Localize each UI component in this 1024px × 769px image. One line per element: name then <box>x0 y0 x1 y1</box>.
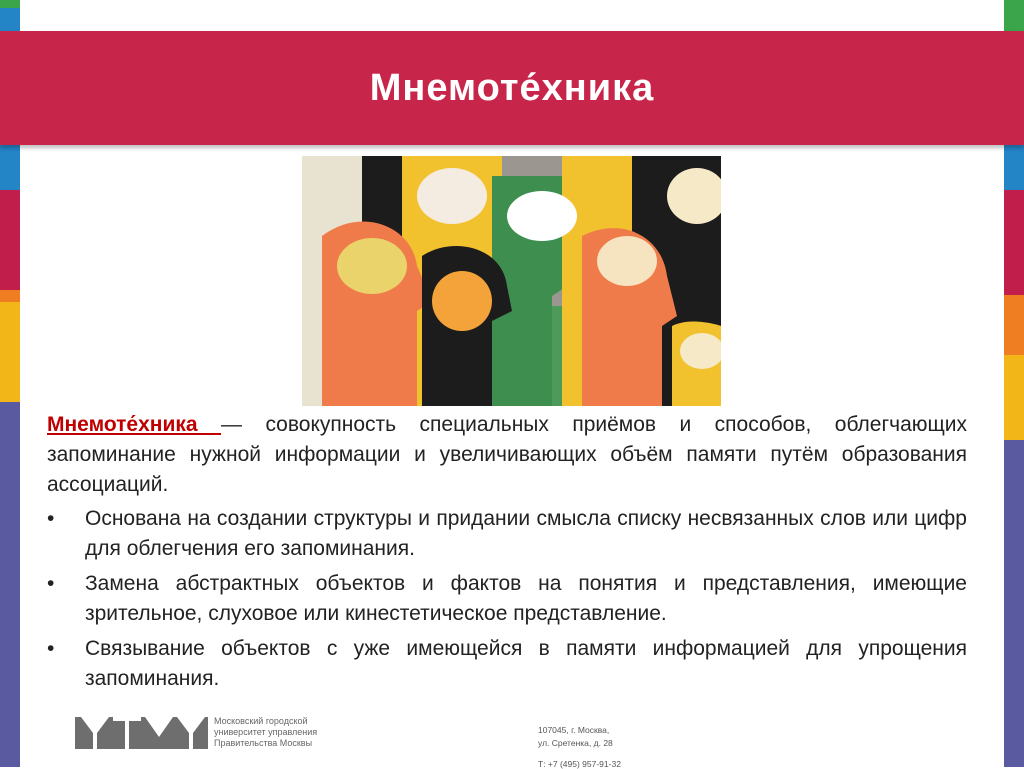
definition-text: — совокупность специальных приёмов и способов, облегчающих запоминание нужной информации и увеличивающих объём памяти путём образования ассоциаций. <box>47 413 968 496</box>
slide-title: Мнемоте́хника <box>369 66 655 109</box>
heads-with-brains-illustration <box>302 156 721 406</box>
definition-paragraph <box>47 410 967 500</box>
footer-phone: Т: +7 (495) 957-91-32 <box>538 759 621 769</box>
left-strip-purple <box>0 402 20 767</box>
address-line: ул. Сретенка, д. 28 <box>538 738 613 748</box>
list-item <box>47 504 967 564</box>
list-item-text: Замена абстрактных объектов и фактов на понятия и представления, имеющие зрительное, слуховое или кинестетическое представление. <box>85 572 967 625</box>
right-strip-green <box>1004 0 1024 32</box>
right-strip-crimson <box>1004 190 1024 295</box>
left-strip-green <box>0 0 20 8</box>
list-item-text: Связывание объектов с уже имеющейся в памяти информацией для упрощения запоминания. <box>85 637 967 690</box>
logo-line: Правительства Москвы <box>214 738 313 748</box>
bullet-icon: • <box>47 572 55 595</box>
university-logo <box>75 716 317 749</box>
bullet-icon: • <box>47 637 55 660</box>
address-line: 107045, г. Москва, <box>538 725 610 735</box>
list-item <box>47 634 967 694</box>
footer-address <box>538 724 613 750</box>
title-banner <box>0 31 1024 145</box>
list-item <box>47 569 967 629</box>
right-strip-purple <box>1004 440 1024 767</box>
logo-line: Московский городской <box>214 716 308 726</box>
left-strip-yellow <box>0 302 20 402</box>
bullet-icon: • <box>47 507 55 530</box>
left-strip-orange <box>0 290 20 302</box>
left-strip-crimson <box>0 190 20 290</box>
right-strip-yellow <box>1004 355 1024 440</box>
definition-term: Мнемоте́хника <box>47 413 222 436</box>
slide-body <box>47 410 967 699</box>
logo-text <box>214 716 317 749</box>
logo-mark-icon <box>75 717 208 749</box>
logo-line: университет управления <box>214 727 318 737</box>
bullet-list <box>47 504 967 694</box>
right-strip-orange <box>1004 295 1024 355</box>
list-item-text: Основана на создании структуры и придании смысла списку несвязанных слов или цифр для облегчения его запоминания. <box>85 507 967 560</box>
